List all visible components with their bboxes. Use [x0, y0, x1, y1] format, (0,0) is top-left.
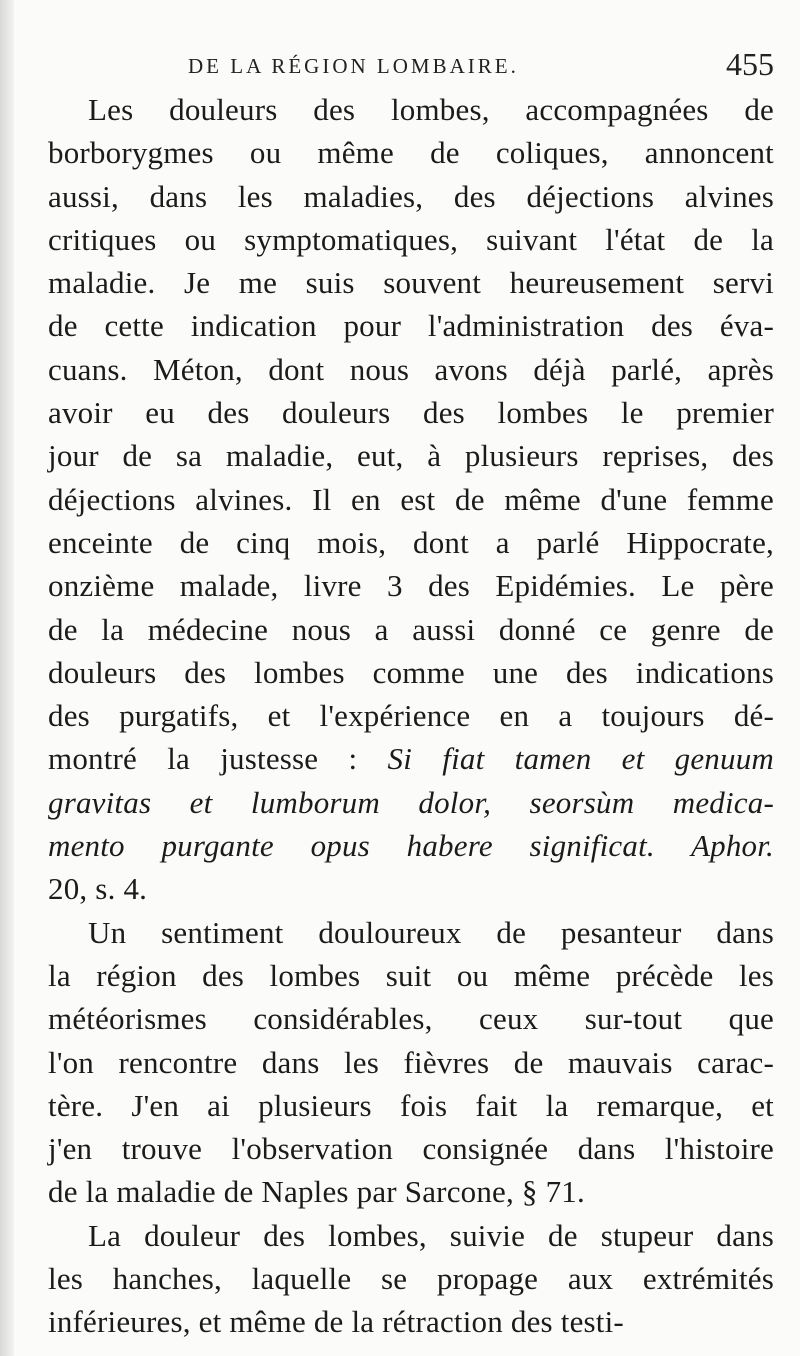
- text-line: [48, 954, 774, 997]
- line-text: aussi, dans les maladies, des déjections alvines: [48, 178, 774, 214]
- latin-quote-text: Si fiat tamen et genuum: [387, 741, 774, 777]
- text-line: [48, 608, 774, 651]
- line-text: la région des lombes suit ou même précède les: [48, 957, 774, 993]
- line-text: des purgatifs, et l'expérience en a toujours dé-: [48, 698, 774, 734]
- paragraph: [48, 88, 774, 911]
- text-line: [48, 781, 774, 824]
- text-line: [48, 131, 774, 174]
- latin-quote-text: mento purgante opus habere significat. Aphor.: [48, 828, 774, 864]
- line-text: météorismes considérables, ceux sur-tout que: [48, 1001, 774, 1037]
- text-line: [48, 737, 774, 780]
- line-text: onzième malade, livre 3 des Epidémies. Le père: [48, 568, 774, 604]
- line-text: de cette indication pour l'administration des éva-: [48, 308, 774, 344]
- text-line: [48, 564, 774, 607]
- line-text: tère. J'en ai plusieurs fois fait la remarque, et: [48, 1087, 774, 1123]
- text-line: [48, 1084, 774, 1127]
- line-text: douleurs des lombes comme une des indications: [48, 654, 774, 690]
- running-header: [48, 48, 774, 88]
- line-text: borborygmes ou même de coliques, annoncent: [48, 135, 774, 171]
- text-line: [48, 997, 774, 1040]
- text-line: [48, 218, 774, 261]
- line-text: montré la justesse :: [48, 741, 388, 777]
- text-line: [48, 478, 774, 521]
- text-line: [48, 175, 774, 218]
- line-text: critiques ou symptomatiques, suivant l'état de la: [48, 221, 774, 257]
- text-line: [48, 88, 774, 131]
- line-text: 20, s. 4.: [48, 871, 148, 907]
- line-text: cuans. Méton, dont nous avons déjà parlé, après: [48, 351, 774, 387]
- text-line: [48, 1300, 774, 1343]
- text-line: [48, 1214, 774, 1257]
- line-text: maladie. Je me suis souvent heureusement servi: [48, 265, 774, 301]
- line-text: avoir eu des douleurs des lombes le premier: [48, 395, 774, 431]
- latin-quote-text: gravitas et lumborum dolor, seorsùm medica-: [48, 784, 774, 820]
- line-text: Un sentiment douloureux de pesanteur dans: [88, 914, 774, 950]
- line-text: inférieures, et même de la rétraction des testi-: [48, 1304, 624, 1340]
- text-line: [48, 1170, 774, 1213]
- text-line: [48, 261, 774, 304]
- text-line: [48, 824, 774, 867]
- line-text: de la médecine nous a aussi donné ce genre de: [48, 611, 774, 647]
- running-title: DE LA RÉGION LOMBAIRE.: [188, 54, 519, 78]
- body-text: [48, 88, 774, 1344]
- line-text: j'en trouve l'observation consignée dans l'histoire: [48, 1131, 774, 1167]
- text-line: [48, 867, 774, 910]
- page-gutter-shadow: [0, 0, 14, 1356]
- text-line: [48, 694, 774, 737]
- paragraph: [48, 1214, 774, 1344]
- text-line: [48, 304, 774, 347]
- text-line: [48, 391, 774, 434]
- text-line: [48, 434, 774, 477]
- text-line: [48, 651, 774, 694]
- page-number: 455: [726, 46, 774, 82]
- text-line: [48, 348, 774, 391]
- line-text: l'on rencontre dans les fièvres de mauvais carac-: [48, 1044, 774, 1080]
- line-text: enceinte de cinq mois, dont a parlé Hippocrate,: [48, 524, 774, 560]
- text-line: [48, 1257, 774, 1300]
- line-text: déjections alvines. Il en est de même d'une femme: [48, 481, 774, 517]
- text-line: [48, 911, 774, 954]
- line-text: Les douleurs des lombes, accompagnées de: [88, 92, 774, 127]
- text-line: [48, 521, 774, 564]
- line-text: de la maladie de Naples par Sarcone, § 71.: [48, 1174, 585, 1210]
- line-text: les hanches, laquelle se propage aux extrémités: [48, 1261, 774, 1297]
- text-line: [48, 1041, 774, 1084]
- line-text: La douleur des lombes, suivie de stupeur dans: [88, 1217, 774, 1253]
- line-text: jour de sa maladie, eut, à plusieurs reprises, des: [48, 438, 774, 474]
- text-line: [48, 1127, 774, 1170]
- paragraph: [48, 911, 774, 1214]
